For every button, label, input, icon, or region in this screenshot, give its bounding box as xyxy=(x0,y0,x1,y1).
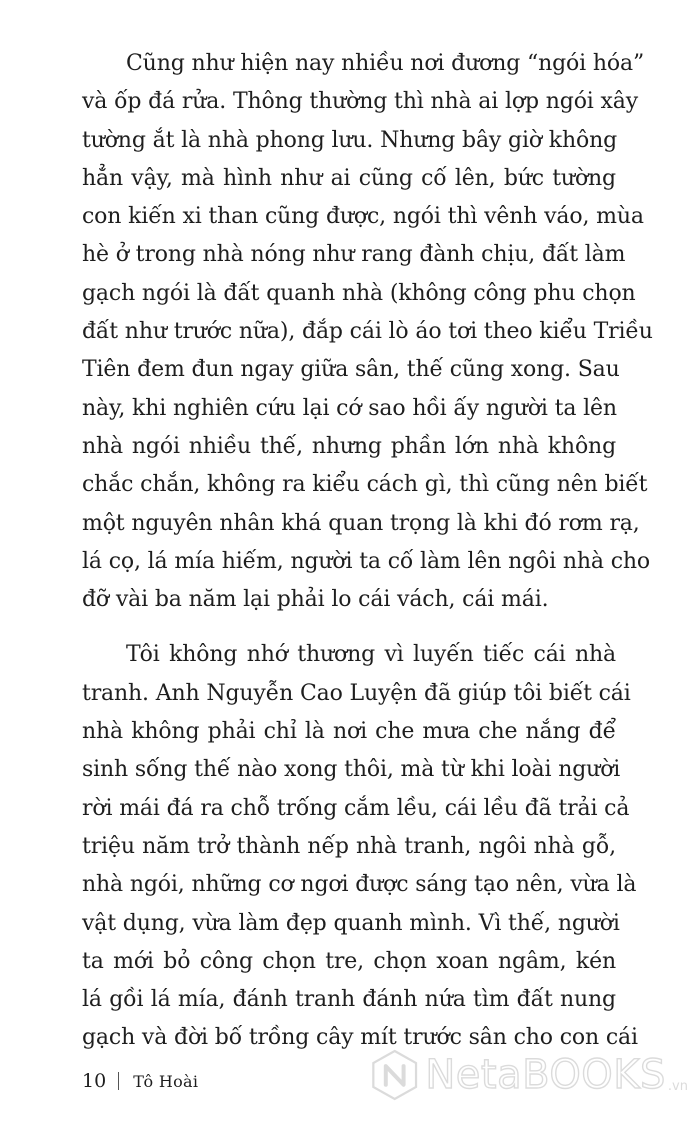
text-line: đất như trước nữa), đắp cái lò áo tơi theo kiểu Triều xyxy=(82,319,653,345)
text-line: hẳn vậy, mà hình như ai cũng cố lên, bức tường xyxy=(82,165,616,191)
author-name: Tô Hoài xyxy=(133,1071,199,1091)
text-line: triệu năm trở thành nếp nhà tranh, ngôi nhà gỗ, xyxy=(82,833,616,859)
text-line: hè ở trong nhà nóng như rang đành chịu, đất làm xyxy=(82,242,626,268)
paragraph-2 xyxy=(82,636,638,1057)
text-line: tường ắt là nhà phong lưu. Nhưng bây giờ không xyxy=(82,127,618,153)
page-footer xyxy=(82,1066,198,1096)
text-line: chắc chắn, không ra kiểu cách gì, thì cũng nên biết xyxy=(82,472,648,498)
text-line: tranh. Anh Nguyễn Cao Luyện đã giúp tôi biết cái xyxy=(82,680,631,706)
text-line: ta mới bỏ công chọn tre, chọn xoan ngâm, kén xyxy=(82,948,616,974)
page-number: 10 xyxy=(82,1070,107,1092)
footer-divider xyxy=(118,1072,119,1090)
text-line: nhà ngói nhiều thế, nhưng phần lớn nhà không xyxy=(82,433,616,459)
text-line: gạch ngói là đất quanh nhà (không công phu chọn xyxy=(82,280,636,306)
text-line: gạch và đời bố trồng cây mít trước sân cho con cái xyxy=(82,1025,638,1051)
text-line: Tiên đem đun ngay giữa sân, thế cũng xong. Sau xyxy=(82,357,620,383)
watermark xyxy=(368,1042,688,1108)
text-line: nhà không phải chỉ là nơi che mưa che nắng để xyxy=(82,719,616,745)
text-line: Cũng như hiện nay nhiều nơi đương “ngói hóa” xyxy=(126,51,645,76)
text-line: lá gồi lá mía, đánh tranh đánh nứa tìm đất nung xyxy=(82,987,616,1013)
text-line: vật dụng, vừa làm đẹp quanh mình. Vì thế, người xyxy=(82,910,620,936)
text-line: lá cọ, lá mía hiếm, người ta cố làm lên ngôi nhà cho xyxy=(82,548,650,574)
book-page-text xyxy=(82,45,653,1058)
text-line: con kiến xi than cũng được, ngói thì vênh váo, mùa xyxy=(82,204,644,230)
text-line: và ốp đá rửa. Thông thường thì nhà ai lợp ngói xây xyxy=(82,89,639,115)
paragraph-1 xyxy=(82,45,653,619)
text-line: đỡ vài ba năm lại phải lo cái vách, cái mái. xyxy=(82,587,549,613)
text-line: sinh sống thế nào xong thôi, mà từ khi loài người xyxy=(82,757,621,783)
text-line: rời mái đá ra chỗ trống cắm lều, cái lều đã trải cả xyxy=(82,795,630,821)
text-line: một nguyên nhân khá quan trọng là khi đó rơm rạ, xyxy=(82,510,640,536)
watermark-brand: NetaBOOKS xyxy=(425,1052,666,1098)
text-line: này, khi nghiên cứu lại cớ sao hồi ấy người ta lên xyxy=(82,395,617,421)
watermark-suffix: .vn xyxy=(667,1079,688,1094)
netabooks-logo-icon xyxy=(368,1046,421,1104)
text-line: Tôi không nhớ thương vì luyến tiếc cái nhà xyxy=(126,642,616,668)
text-line: nhà ngói, những cơ ngơi được sáng tạo nên, vừa là xyxy=(82,872,637,898)
